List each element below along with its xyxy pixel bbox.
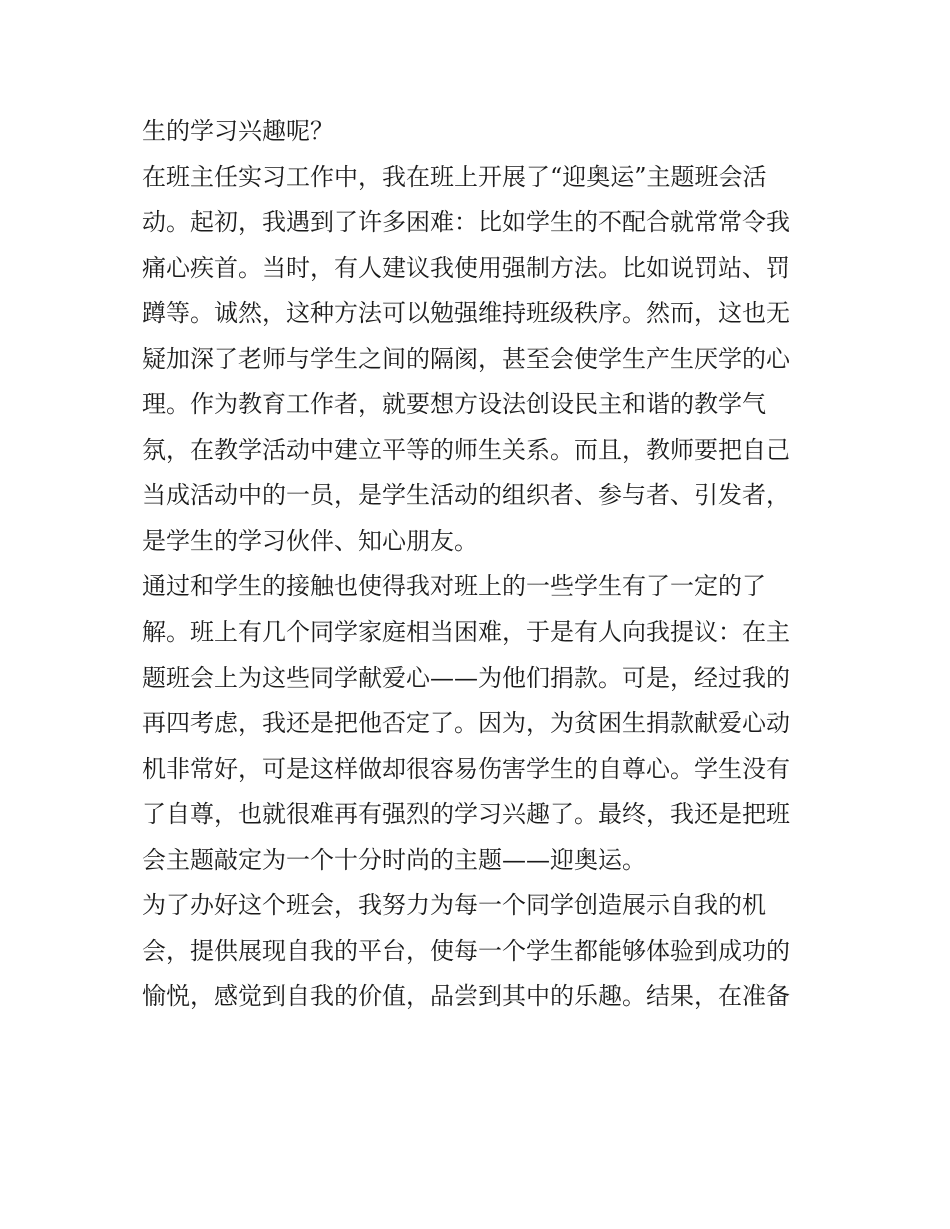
text-line: 题班会上为这些同学献爱心——为他们捐款。可是，经过我的 (142, 663, 790, 692)
text-line: 动。起初，我遇到了许多困难：比如学生的不配合就常常令我 (142, 208, 790, 237)
text-line: 解。班上有几个同学家庭相当困难，于是有人向我提议：在主 (142, 618, 790, 647)
text-line: 在班主任实习工作中，我在班上开展了“迎奥运”主题班会活 (142, 162, 767, 191)
text-line: 会主题敲定为一个十分时尚的主题——迎奥运。 (142, 845, 646, 874)
text-line: 生的学习兴趣呢？ (142, 117, 334, 145)
body-text (142, 111, 814, 1022)
text-line: 理。作为教育工作者，就要想方设法创设民主和谐的教学气 (142, 390, 766, 419)
text-line: 愉悦，感觉到自我的价值，品尝到其中的乐趣。结果，在准备 (142, 982, 790, 1011)
text-line: 蹲等。诚然，这种方法可以勉强维持班级秩序。然而，这也无 (142, 299, 790, 328)
text-line: 氛，在教学活动中建立平等的师生关系。而且，教师要把自己 (142, 435, 790, 464)
text-line: 痛心疾首。当时，有人建议我使用强制方法。比如说罚站、罚 (142, 253, 790, 282)
text-line: 会，提供展现自我的平台，使每一个学生都能够体验到成功的 (142, 936, 790, 965)
text-line: 了自尊，也就很难再有强烈的学习兴趣了。最终，我还是把班 (142, 800, 790, 829)
text-line: 为了办好这个班会，我努力为每一个同学创造展示自我的机 (142, 891, 766, 920)
text-line: 通过和学生的接触也使得我对班上的一些学生有了一定的了 (142, 572, 766, 601)
text-line: 是学生的学习伙伴、知心朋友。 (142, 526, 478, 555)
text-line: 疑加深了老师与学生之间的隔阂，甚至会使学生产生厌学的心 (142, 344, 790, 373)
text-line: 机非常好，可是这样做却很容易伤害学生的自尊心。学生没有 (142, 754, 790, 783)
text-line: 当成活动中的一员，是学生活动的组织者、参与者、引发者， (142, 481, 790, 510)
text-line: 再四考虑，我还是把他否定了。因为，为贫困生捐款献爱心动 (142, 709, 790, 738)
